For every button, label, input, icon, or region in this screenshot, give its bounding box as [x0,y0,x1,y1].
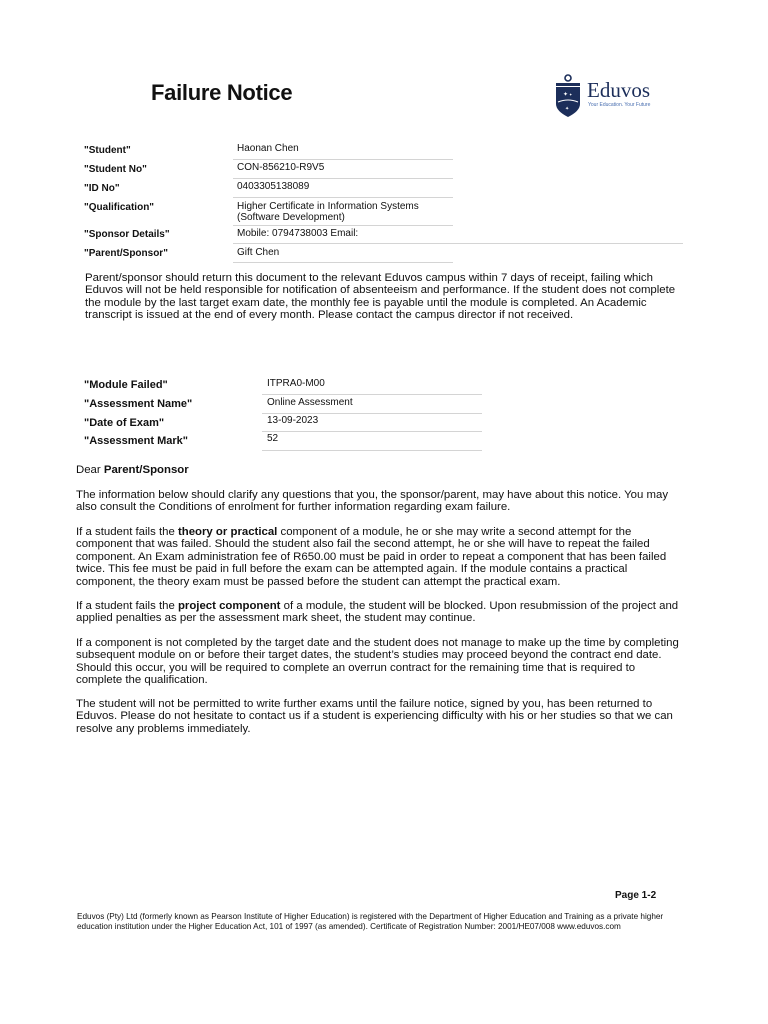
footer-legal-text: Eduvos (Pty) Ltd (formerly known as Pearson Institute of Higher Education) is registered with the Department of Higher Education and Training as a private higher education institution under the Higher Education Act, 101 of 1997 (as amended). Certificate of Registration Number: 2001/HE07/008 www.eduvos.com [77,912,664,931]
sponsor-details-value: Mobile: 0794738003 Email: [237,228,359,239]
logo-tagline: Your Education. Your Future [588,102,651,108]
svg-text:✦: ✦ [565,106,570,112]
eduvos-logo [554,74,674,120]
qualification-label: "Qualification" [84,202,155,213]
parent-sponsor-value: Gift Chen [237,247,280,258]
svg-text:✦: ✦ [563,91,569,98]
assessment-name-value: Online Assessment [267,397,353,408]
module-failed-value: ITPRA0-M00 [267,378,325,389]
date-of-exam-value: 13-09-2023 [267,415,319,426]
salutation-recipient: Parent/Sponsor [103,464,189,476]
module-failed-label: "Module Failed" [84,379,168,391]
salutation: Dear Parent/Sponsor [76,464,189,476]
sponsor-details-label: "Sponsor Details" [84,229,170,240]
page-title: Failure Notice [151,80,293,105]
student-no-value: CON-856210-R9V5 [237,162,325,173]
student-label: "Student" [84,145,131,156]
svg-text:✦: ✦ [569,92,573,97]
qualification-value-line2: (Software Development) [237,212,345,223]
page-number: Page 1-2 [615,890,657,901]
parent-sponsor-label: "Parent/Sponsor" [84,248,168,259]
intro-paragraph: Parent/sponsor should return this document to the relevant Eduvos campus within 7 days of receipt, failing which Eduvos will not be held responsible for notification of absenteeism and performance. If the student does not complete the module by the last target exam date, the monthly fee is payable until the module is completed. An Academic transcript is issued at the end of every month. Please contact the campus director if not received. [85,272,676,322]
assessment-mark-value: 52 [267,433,279,444]
id-no-label: "ID No" [84,183,120,194]
letter-paragraph-1: The information below should clarify any questions that you, the sponsor/parent, may have about this notice. You may also consult the Conditions of enrolment for further information regarding exam failure. [76,489,669,514]
student-value: Haonan Chen [237,143,299,154]
letter-paragraph-5: The student will not be permitted to write further exams until the failure notice, signed by you, has been returned to Eduvos. Please do not hesitate to contact us if a student is experiencing difficulty with his or her studies so that we can resolve any problems immediately. [76,698,673,735]
logo-wordmark: Eduvos [587,78,650,102]
letter-paragraph-3: If a student fails the project component of a module, the student will be blocked. Upon resubmission of the project and applied penalties as per the assessment mark sheet, the student may continue. [76,600,679,625]
student-no-label: "Student No" [84,164,147,175]
assessment-mark-label: "Assessment Mark" [84,435,188,447]
shield-crest-icon [554,74,582,118]
assessment-name-label: "Assessment Name" [84,398,193,410]
letter-paragraph-2: If a student fails the theory or practical component of a module, he or she may write a second attempt for the component that was failed. Should the student also fail the second attempt, he or she will have to repeat the failed component. An Exam administration fee of R650.00 must be paid in order to repeat a component that has been failed twice. This fee must be paid in full before the exam can be attempted again. If the module contains a practical component, the theory exam must be passed before the student can attempt the practical exam. [76,526,667,588]
letter-paragraph-4: If a component is not completed by the target date and the student does not manage to make up the time by completing subsequent module on or before their target dates, the student’s studies may proceed beyond the contract end date. Should this occur, you will be required to complete an overrun contract for the remaining time that is required to complete the qualification. [76,637,679,687]
qualification-value: Higher Certificate in Information Systems [237,201,419,212]
id-no-value: 0403305138089 [237,181,310,192]
date-of-exam-label: "Date of Exam" [84,417,165,429]
